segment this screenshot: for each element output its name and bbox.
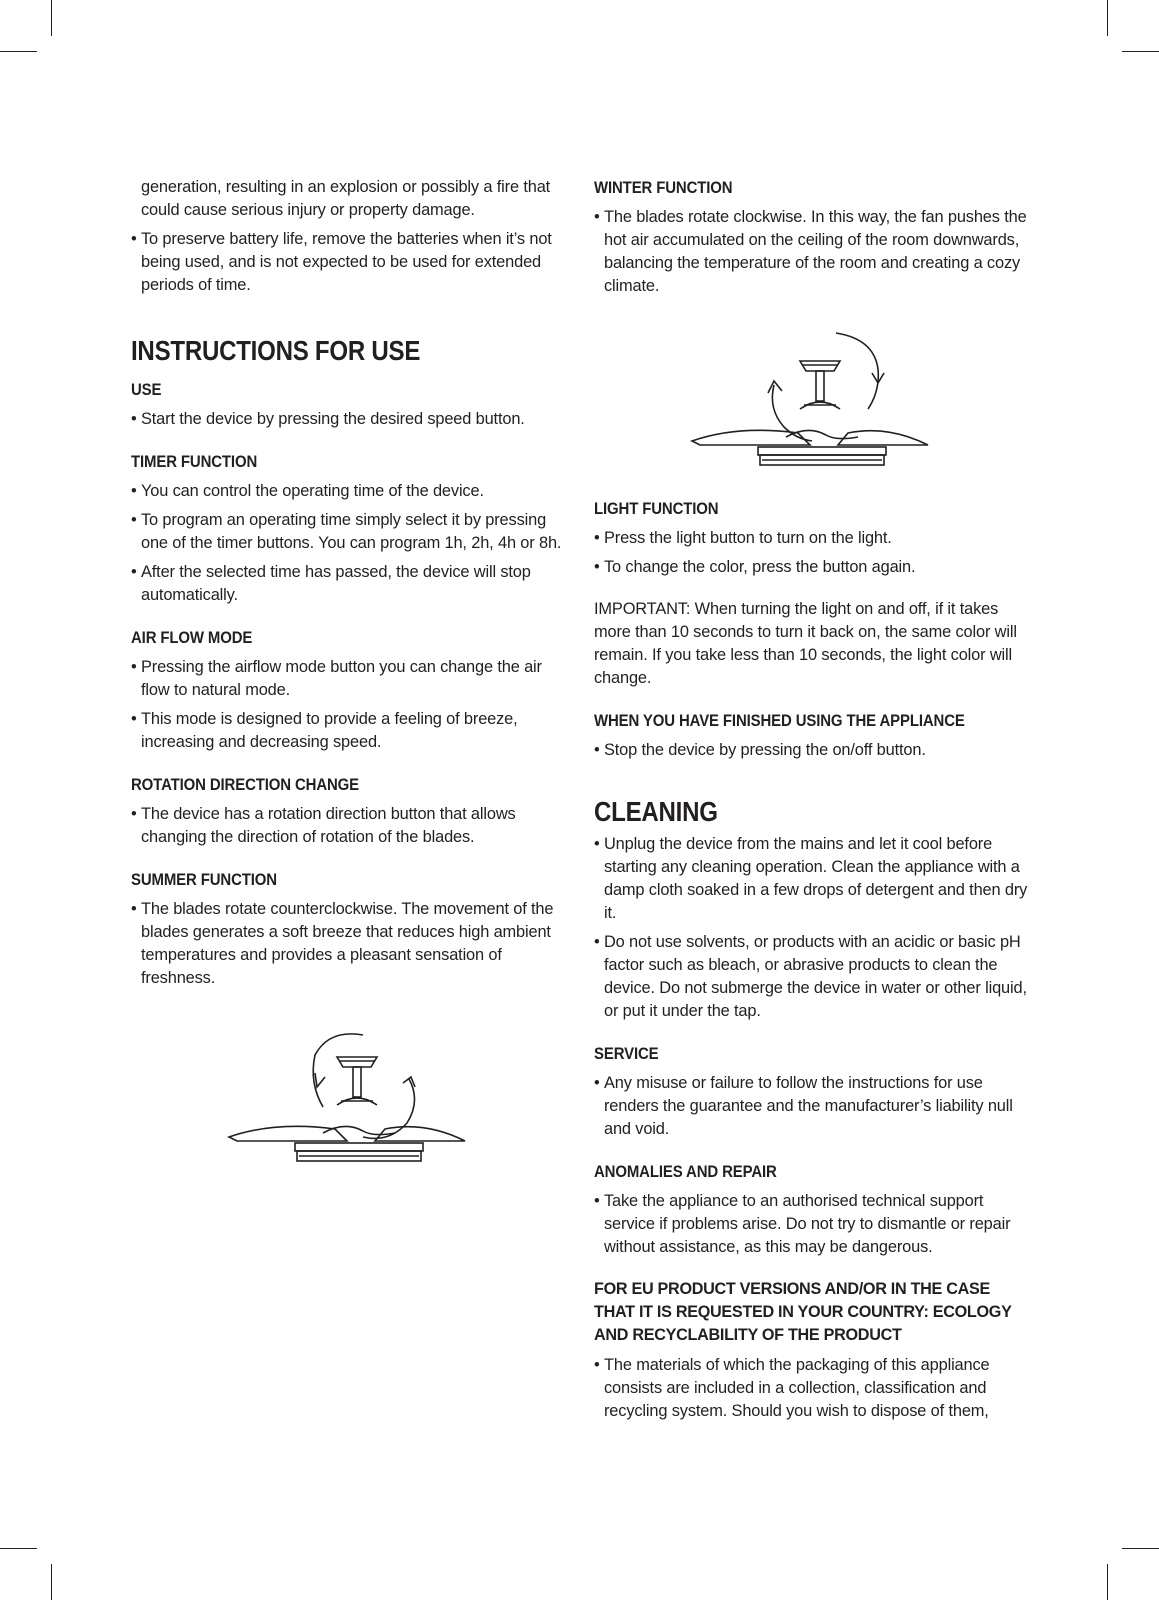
item-text: The blades rotate counterclockwise. The movement of the blades generates a soft breeze that reduces high ambient temperatures and provides a pleasant sensation of freshness.	[141, 900, 554, 987]
service-section	[594, 1042, 1031, 1141]
item-text: After the selected time has passed, the device will stop automatically.	[141, 563, 531, 604]
light-heading: LIGHT FUNCTION	[594, 499, 719, 518]
finished-section	[594, 709, 1031, 762]
use-heading: USE	[131, 380, 162, 399]
cleaning-title: CLEANING	[594, 796, 718, 827]
finished-heading: WHEN YOU HAVE FINISHED USING THE APPLIANCE	[594, 711, 965, 730]
item-text: The device has a rotation direction button that allows changing the direction of rotation of the blades.	[141, 805, 516, 846]
list-item	[594, 206, 1031, 298]
list-item	[131, 408, 568, 431]
list-item	[131, 228, 568, 297]
list-item	[131, 708, 568, 754]
winter-heading: WINTER FUNCTION	[594, 178, 733, 197]
bullet-icon: •	[131, 563, 137, 581]
rotation-heading: ROTATION DIRECTION CHANGE	[131, 775, 360, 794]
instructions-title: INSTRUCTIONS FOR USE	[131, 335, 421, 366]
crop-mark-bottom-right-h	[1122, 1548, 1159, 1549]
anomalies-heading: ANOMALIES AND REPAIR	[594, 1162, 777, 1181]
item-text: The materials of which the packaging of this appliance consists are included in a collection, classification and recycling system. Should you wish to dispose of them,	[604, 1356, 990, 1420]
item-text: The blades rotate clockwise. In this way, the fan pushes the hot air accumulated on the ceiling of the room downwards, balancing the temperature of the room and creating a cozy climate.	[604, 208, 1027, 295]
service-heading: SERVICE	[594, 1044, 659, 1063]
item-text: Unplug the device from the mains and let it cool before starting any cleaning operation. Clean the appliance with a damp cloth soaked in a few drops of detergent and then dry it.	[604, 835, 1028, 922]
bullet-icon: •	[131, 710, 137, 728]
item-text: This mode is designed to provide a feeling of breeze, increasing and decreasing speed.	[141, 710, 518, 751]
list-item	[131, 803, 568, 849]
item-text: Do not use solvents, or products with an acidic or basic pH factor such as bleach, or abrasive products to clean the device. Do not submerge the device in water or other liquid, or put it under the tap.	[604, 933, 1027, 1020]
crop-mark-bottom-left-h	[0, 1548, 37, 1549]
list-item	[594, 833, 1031, 925]
continuation-block	[131, 176, 568, 297]
list-item	[131, 656, 568, 702]
list-item	[594, 556, 1031, 579]
bullet-icon: •	[594, 933, 600, 951]
fan-counterclockwise-icon	[225, 1025, 475, 1175]
anomalies-section	[594, 1160, 1031, 1259]
list-item	[594, 527, 1031, 550]
use-section	[131, 378, 568, 431]
bullet-icon: •	[131, 410, 137, 428]
list-item	[594, 931, 1031, 1023]
bullet-icon: •	[131, 230, 137, 248]
summer-section	[131, 868, 568, 990]
item-text: Pressing the airflow mode button you can change the air flow to natural mode.	[141, 658, 542, 699]
crop-mark-top-left-v	[51, 0, 52, 36]
item-text: To preserve battery life, remove the batteries when it’s not being used, and is not expected to be used for extended periods of time.	[141, 230, 552, 294]
bullet-icon: •	[131, 900, 137, 918]
list-item	[131, 561, 568, 607]
list-item	[131, 176, 568, 222]
bullet-icon: •	[594, 1074, 600, 1092]
bullet-icon: •	[594, 835, 600, 853]
eu-section	[594, 1278, 1031, 1423]
bullet-icon: •	[594, 208, 600, 226]
crop-mark-bottom-right-v	[1107, 1564, 1108, 1600]
crop-mark-top-right-h	[1122, 51, 1159, 52]
item-text: You can control the operating time of the device.	[141, 482, 484, 500]
summer-heading: SUMMER FUNCTION	[131, 870, 277, 889]
airflow-section	[131, 626, 568, 754]
item-text: Press the light button to turn on the light.	[604, 529, 892, 547]
bullet-icon: •	[594, 529, 600, 547]
bullet-icon: •	[131, 482, 137, 500]
bullet-icon: •	[131, 658, 137, 676]
eu-heading: FOR EU PRODUCT VERSIONS AND/OR IN THE CASE THAT IT IS REQUESTED IN YOUR COUNTRY: ECOLOGY AND RECYCLABILITY OF THE PRODUCT	[594, 1280, 1012, 1344]
light-section	[594, 497, 1031, 579]
list-item	[594, 1072, 1031, 1141]
crop-mark-top-right-v	[1107, 0, 1108, 36]
item-text: To change the color, press the button again.	[604, 558, 916, 576]
item-text: To program an operating time simply select it by pressing one of the timer buttons. You can program 1h, 2h, 4h or 8h.	[141, 511, 562, 552]
crop-mark-top-left-h	[0, 51, 37, 52]
bullet-icon: •	[594, 741, 600, 759]
list-item	[594, 1354, 1031, 1423]
rotation-section	[131, 773, 568, 849]
winter-section	[594, 176, 1031, 298]
item-text: Any misuse or failure to follow the instructions for use renders the guarantee and the manufacturer’s liability null and void.	[604, 1074, 1013, 1138]
cleaning-section	[594, 833, 1031, 1023]
airflow-heading: AIR FLOW MODE	[131, 628, 253, 647]
important-note: IMPORTANT: When turning the light on and off, if it takes more than 10 seconds to turn it back on, the same color will remain. If you take less than 10 seconds, the light color will change.	[594, 600, 1017, 687]
fan-clockwise-icon	[688, 329, 938, 479]
timer-section	[131, 450, 568, 607]
list-item	[131, 509, 568, 555]
bullet-icon: •	[594, 1356, 600, 1374]
list-item	[594, 739, 1031, 762]
crop-mark-bottom-left-v	[51, 1564, 52, 1600]
list-item	[594, 1190, 1031, 1259]
bullet-icon: •	[594, 1192, 600, 1210]
right-column	[594, 176, 1031, 1442]
timer-heading: TIMER FUNCTION	[131, 452, 258, 471]
item-text: Take the appliance to an authorised technical support service if problems arise. Do not try to dismantle or repair without assistance, as this may be dangerous.	[604, 1192, 1011, 1256]
item-text: Stop the device by pressing the on/off button.	[604, 741, 926, 759]
bullet-icon: •	[131, 511, 137, 529]
list-item	[131, 480, 568, 503]
item-text: Start the device by pressing the desired speed button.	[141, 410, 525, 428]
left-column	[131, 176, 568, 1175]
item-text: generation, resulting in an explosion or possibly a fire that could cause serious injury or property damage.	[141, 178, 551, 219]
list-item	[131, 898, 568, 990]
bullet-icon: •	[594, 558, 600, 576]
bullet-icon: •	[131, 805, 137, 823]
